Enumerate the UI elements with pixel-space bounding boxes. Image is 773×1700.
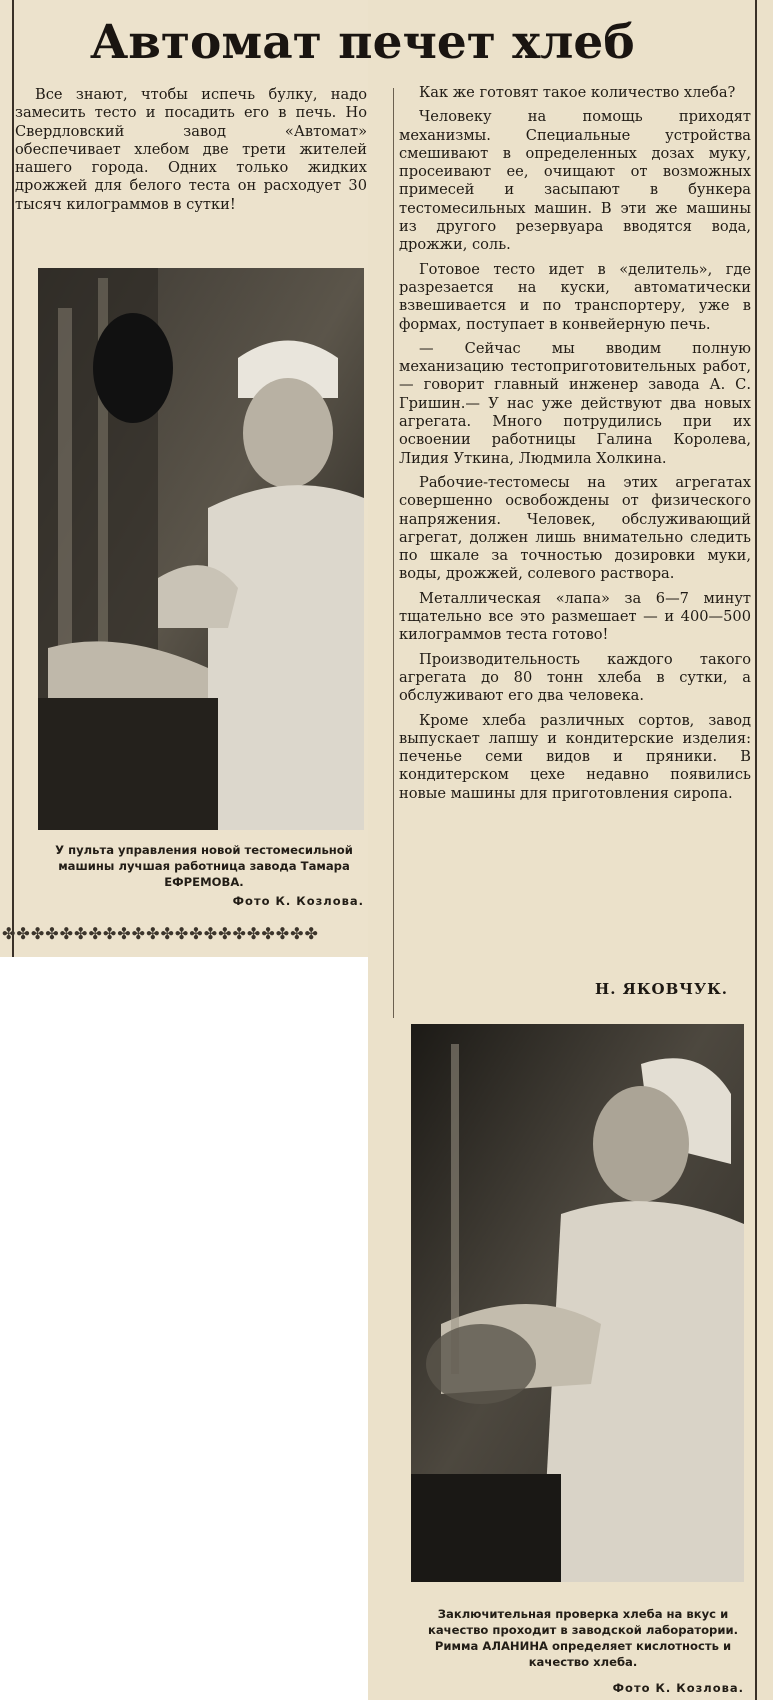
article-body — [399, 84, 751, 809]
right-column-rule — [755, 0, 757, 1700]
author-byline: Н. ЯКОВЧУК. — [595, 980, 728, 998]
photo-1-credit: Фото К. Козлова. — [232, 894, 364, 908]
photo-1-illustration — [38, 268, 364, 830]
body-paragraph: Как же готовят такое количество хлеба? — [419, 84, 736, 101]
photo-2-credit: Фото К. Козлова. — [612, 1681, 744, 1695]
photo-rimma-alanina — [411, 1024, 744, 1582]
column-divider — [393, 88, 394, 1018]
body-paragraph: Человеку на помощь приходят механизмы. Специальные устройства смешивают в определенных дозах муку, просеивают ее, очищают от возможных примесей и засыпают в бункера тестомесильных машин. В эти же машины из другого резервуара вводятся вода, дрожжи, соль. — [399, 108, 751, 254]
photo-1-caption: У пульта управления новой тестомесильной машины лучшая работница завода Тамара ЕФРЕМОВА. — [55, 843, 353, 889]
photo-tamara-efremova — [38, 268, 364, 830]
decorative-ornament-border: ✤✤✤✤✤✤✤✤✤✤✤✤✤✤✤✤✤✤✤✤✤✤ — [2, 924, 319, 943]
body-paragraph: Производительность каждого такого агрегата до 80 тонн хлеба в сутки, а обслуживают его два человека. — [399, 650, 751, 705]
body-paragraph: — Сейчас мы вводим полную механизацию тестоприготовительных работ,— говорит главный инженер завода А. С. Гришин.— У нас уже действуют два новых агрегата. Много потрудились при их освоении работницы Галина Королева, Лидия Уткина, Людмила Холкина. — [399, 339, 751, 467]
left-column-rule — [12, 0, 14, 957]
body-paragraph: Кроме хлеба различных сортов, завод выпускает лапшу и кондитерские изделия: печенье семи видов и пряники. В кондитерском цехе недавно появились новые машины для приготовления сиропа. — [399, 711, 751, 802]
article-intro: Все знают, чтобы испечь булку, надо замесить тесто и посадить его в печь. Но Свердловский завод «Автомат» обеспечивает хлебом две трети жителей нашего города. Одних только жидких дрожжей для белого теста он расходует 30 тысяч килограммов в сутки! — [15, 86, 367, 213]
body-paragraph: Готовое тесто идет в «делитель», где разрезается на куски, автоматически взвешивается и по транспортеру, уже в формах, поступает в конвейерную печь. — [399, 260, 751, 333]
photo-2-caption: Заключительная проверка хлеба на вкус и качество проходит в заводской лаборатории. Римма АЛАНИНА определяет кислотность и качество хлеба. — [427, 1607, 738, 1669]
photo-2-illustration — [411, 1024, 744, 1582]
body-paragraph: Металлическая «лапа» за 6—7 минут тщательно все это размешает — и 400—500 килограммов теста готово! — [399, 589, 751, 644]
body-paragraph: Рабочие-тестомесы на этих агрегатах совершенно освобождены от физического напряжения. Человек, обслуживающий агрегат, должен лишь внимательно следить по шкале за точностью дозировки муки, воды, дрожжей, солевого раствора. — [399, 473, 751, 583]
article-title: Автомат печет хлеб — [90, 15, 635, 70]
